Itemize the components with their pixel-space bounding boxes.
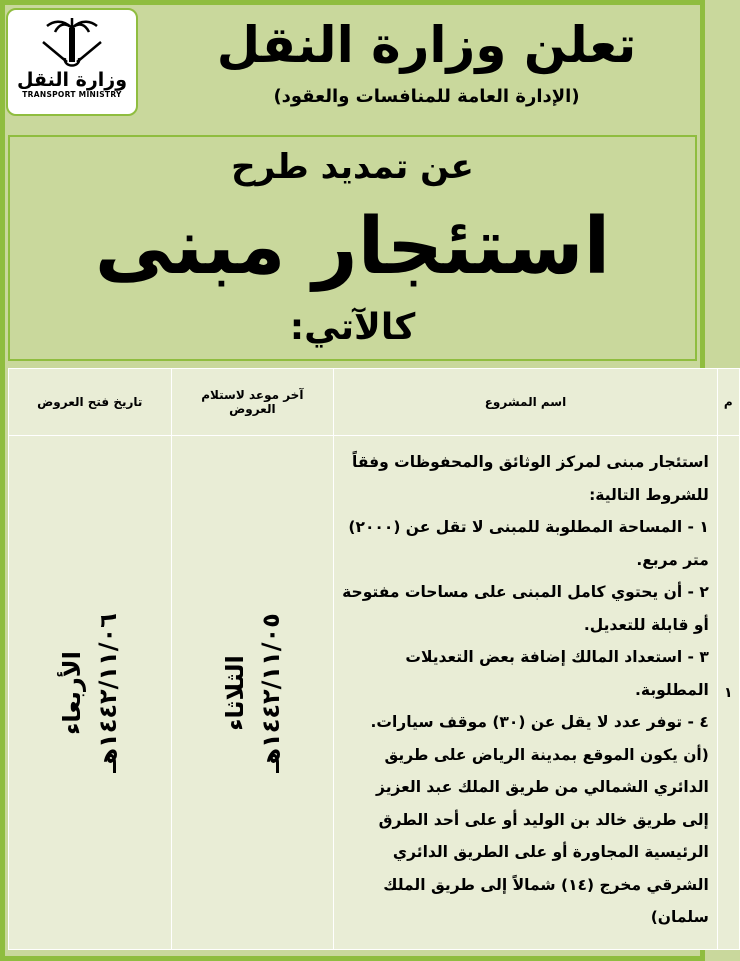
opening-date: ١٤٤٢/١١/٠٦هـ <box>93 612 122 773</box>
project-line: ١ - المساحة المطلوبة للمبنى لا تقل عن (٢٠٠٠) <box>348 518 709 536</box>
project-line: سلمان) <box>650 908 709 926</box>
project-line: الرئيسية المجاورة أو على الطريق الدائري <box>392 843 709 861</box>
announcement-box <box>8 135 697 361</box>
project-line: الدائري الشمالي من طريق الملك عبد العزيز <box>376 778 709 796</box>
header-deadline: آخر موعد لاستلام العروض <box>171 369 334 436</box>
project-line: للشروط التالية: <box>589 485 709 504</box>
announcement-heading: استئجار مبنى <box>94 202 611 292</box>
page-title: تعلن وزارة النقل <box>216 16 637 74</box>
project-line: إلى طريق خالد بن الوليد أو على أحد الطرق <box>378 810 709 829</box>
deadline-day: الثلاثاء <box>220 654 249 731</box>
header-project: اسم المشروع <box>334 369 718 436</box>
table-row <box>9 436 740 950</box>
opening-cell <box>9 436 172 950</box>
announcement-follows: كالآتي: <box>289 307 416 348</box>
project-line: ٣ - استعداد المالك إضافة بعض التعديلات <box>405 648 709 666</box>
logo-arabic-text: وزارة النقل <box>16 69 128 91</box>
project-line: المطلوبة. <box>635 680 709 699</box>
palm-swords-emblem-icon <box>37 14 107 70</box>
ministry-logo <box>6 8 138 116</box>
project-line: ٢ - أن يحتوي كامل المبنى على مساحات مفتوحة <box>342 583 709 601</box>
project-line: (أن يكون الموقع بمدينة الرياض على طريق <box>384 745 709 764</box>
project-line: الشرقي مخرج (١٤) شمالاً إلى طريق الملك <box>383 875 709 894</box>
deadline-cell <box>171 436 334 950</box>
project-line: متر مربع. <box>636 550 709 569</box>
table-header-row <box>9 369 740 436</box>
project-description <box>334 436 718 950</box>
header-number: م <box>717 369 739 436</box>
announcement-intro: عن تمديد طرح <box>231 147 474 187</box>
project-line: استئجار مبنى لمركز الوثائق والمحفوظات وفقاً <box>352 453 709 471</box>
header-opening: تاريخ فتح العروض <box>9 369 172 436</box>
row-number: ١ <box>717 436 739 950</box>
deadline-date: ١٤٤٢/١١/٠٥هـ <box>256 612 285 773</box>
page-subtitle: (الإدارة العامة للمنافسات والعقود) <box>273 86 580 107</box>
logo-english-text: TRANSPORT MINISTRY <box>22 90 122 99</box>
project-line: أو قابلة للتعديل. <box>583 615 709 634</box>
project-line: ٤ - توفر عدد لا يقل عن (٣٠) موقف سيارات. <box>370 713 709 731</box>
opening-day: الأربعاء <box>57 650 86 735</box>
tender-table <box>8 368 740 950</box>
